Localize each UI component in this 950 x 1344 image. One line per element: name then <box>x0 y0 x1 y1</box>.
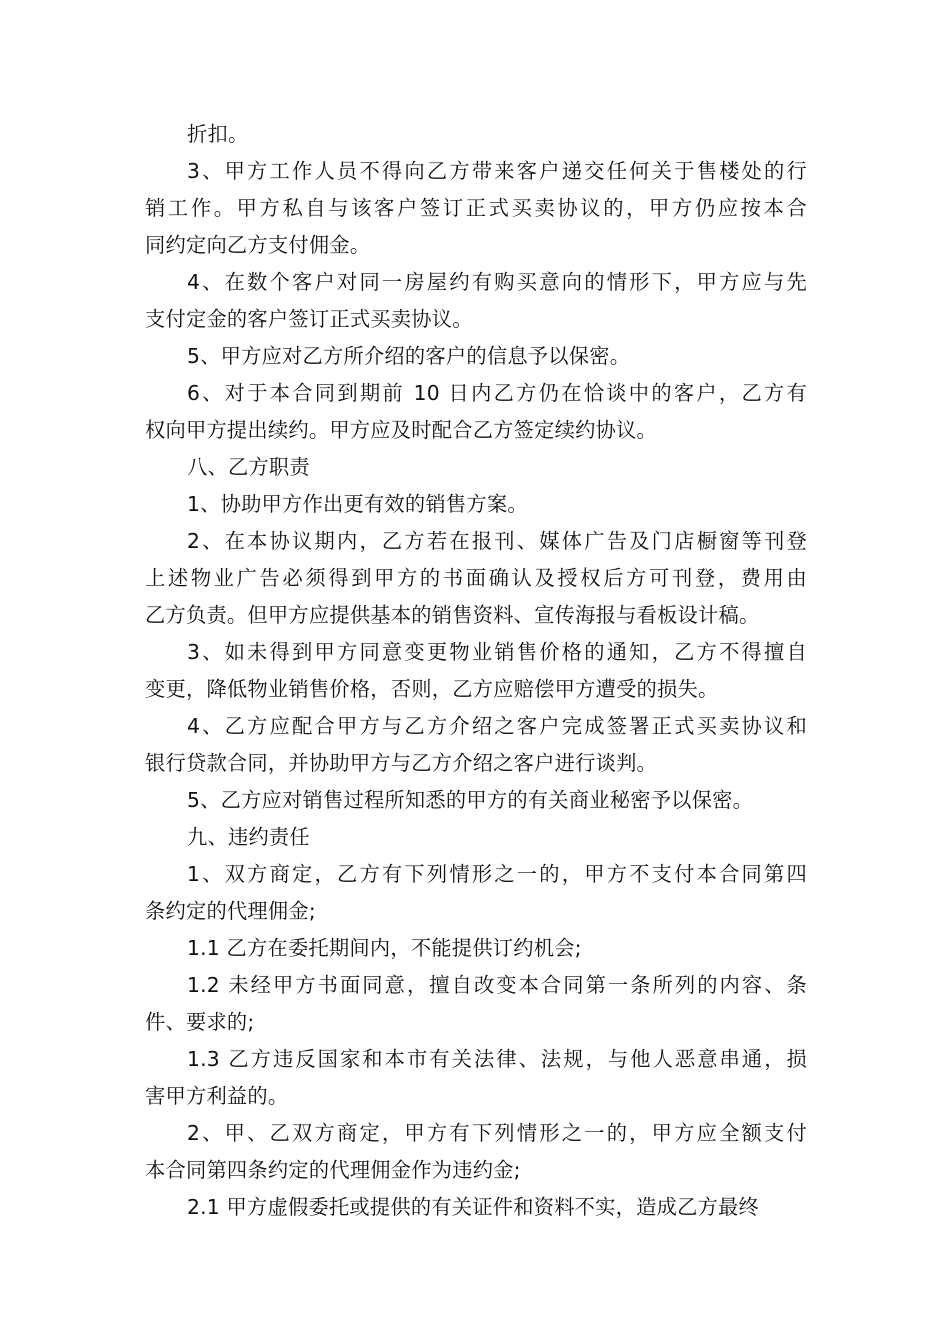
document-paragraph <box>145 930 807 967</box>
paragraph-line: 1.3 乙方违反国家和本市有关法律、法规，与他人恶意串通，损 <box>187 1047 807 1071</box>
paragraph-line: 1.1 乙方在委托期间内，不能提供订约机会; <box>187 936 582 960</box>
paragraph-line: 1、协助甲方作出更有效的销售方案。 <box>187 492 528 516</box>
paragraph-line: 3、如未得到甲方同意变更物业销售价格的通知，乙方不得擅自 <box>187 640 807 664</box>
paragraph-line: 销工作。甲方私自与该客户签订正式买卖协议的，甲方仍应按本合 <box>145 196 807 220</box>
paragraph-line: 6、对于本合同到期前 10 日内乙方仍在恰谈中的客户，乙方有 <box>187 381 807 405</box>
document-paragraph <box>145 634 807 708</box>
document-paragraph <box>145 1041 807 1115</box>
paragraph-line: 5、甲方应对乙方所介绍的客户的信息予以保密。 <box>187 344 631 368</box>
paragraph-line: 权向甲方提出续约。甲方应及时配合乙方签定续约协议。 <box>145 418 658 442</box>
paragraph-line: 件、要求的; <box>145 1010 255 1034</box>
document-paragraph <box>145 819 807 856</box>
document-paragraph <box>145 708 807 782</box>
paragraph-line: 九、违约责任 <box>187 825 310 849</box>
paragraph-line: 4、在数个客户对同一房屋约有购买意向的情形下，甲方应与先 <box>187 270 807 294</box>
document-paragraph <box>145 264 807 338</box>
paragraph-line: 银行贷款合同，并协助甲方与乙方介绍之客户进行谈判。 <box>145 751 658 775</box>
paragraph-line: 1.2 未经甲方书面同意，擅自改变本合同第一条所列的内容、条 <box>187 973 807 997</box>
paragraph-line: 3、甲方工作人员不得向乙方带来客户递交任何关于售楼处的行 <box>187 159 807 183</box>
paragraph-line: 上述物业广告必须得到甲方的书面确认及授权后方可刊登，费用由 <box>145 566 807 590</box>
document-paragraph <box>145 1115 807 1189</box>
document-paragraph <box>145 967 807 1041</box>
paragraph-line: 1、双方商定，乙方有下列情形之一的，甲方不支付本合同第四 <box>187 862 807 886</box>
paragraph-line: 折扣。 <box>187 122 249 146</box>
paragraph-line: 八、乙方职责 <box>187 455 310 479</box>
paragraph-line: 支付定金的客户签订正式买卖协议。 <box>145 307 473 331</box>
paragraph-line: 2.1 甲方虚假委托或提供的有关证件和资料不实，造成乙方最终 <box>187 1195 760 1219</box>
document-paragraph <box>145 449 807 486</box>
document-paragraph <box>145 523 807 634</box>
document-paragraph <box>145 116 807 153</box>
paragraph-line: 变更，降低物业销售价格，否则，乙方应赔偿甲方遭受的损失。 <box>145 677 719 701</box>
paragraph-line: 害甲方利益的。 <box>145 1084 289 1108</box>
paragraph-line: 条约定的代理佣金; <box>145 899 316 923</box>
document-paragraph <box>145 782 807 819</box>
paragraph-line: 本合同第四条约定的代理佣金作为违约金; <box>145 1158 521 1182</box>
document-paragraph <box>145 153 807 264</box>
document-paragraph <box>145 856 807 930</box>
paragraph-line: 4、乙方应配合甲方与乙方介绍之客户完成签署正式买卖协议和 <box>187 714 807 738</box>
paragraph-line: 5、乙方应对销售过程所知悉的甲方的有关商业秘密予以保密。 <box>187 788 754 812</box>
document-paragraph <box>145 1189 807 1226</box>
paragraph-line: 2、甲、乙双方商定，甲方有下列情形之一的，甲方应全额支付 <box>187 1121 807 1145</box>
document-page <box>145 116 807 1226</box>
paragraph-line: 同约定向乙方支付佣金。 <box>145 233 371 257</box>
paragraph-line: 乙方负责。但甲方应提供基本的销售资料、宣传海报与看板设计稿。 <box>145 603 760 627</box>
document-paragraph <box>145 375 807 449</box>
document-paragraph <box>145 338 807 375</box>
paragraph-line: 2、在本协议期内，乙方若在报刊、媒体广告及门店橱窗等刊登 <box>187 529 807 553</box>
document-paragraph <box>145 486 807 523</box>
